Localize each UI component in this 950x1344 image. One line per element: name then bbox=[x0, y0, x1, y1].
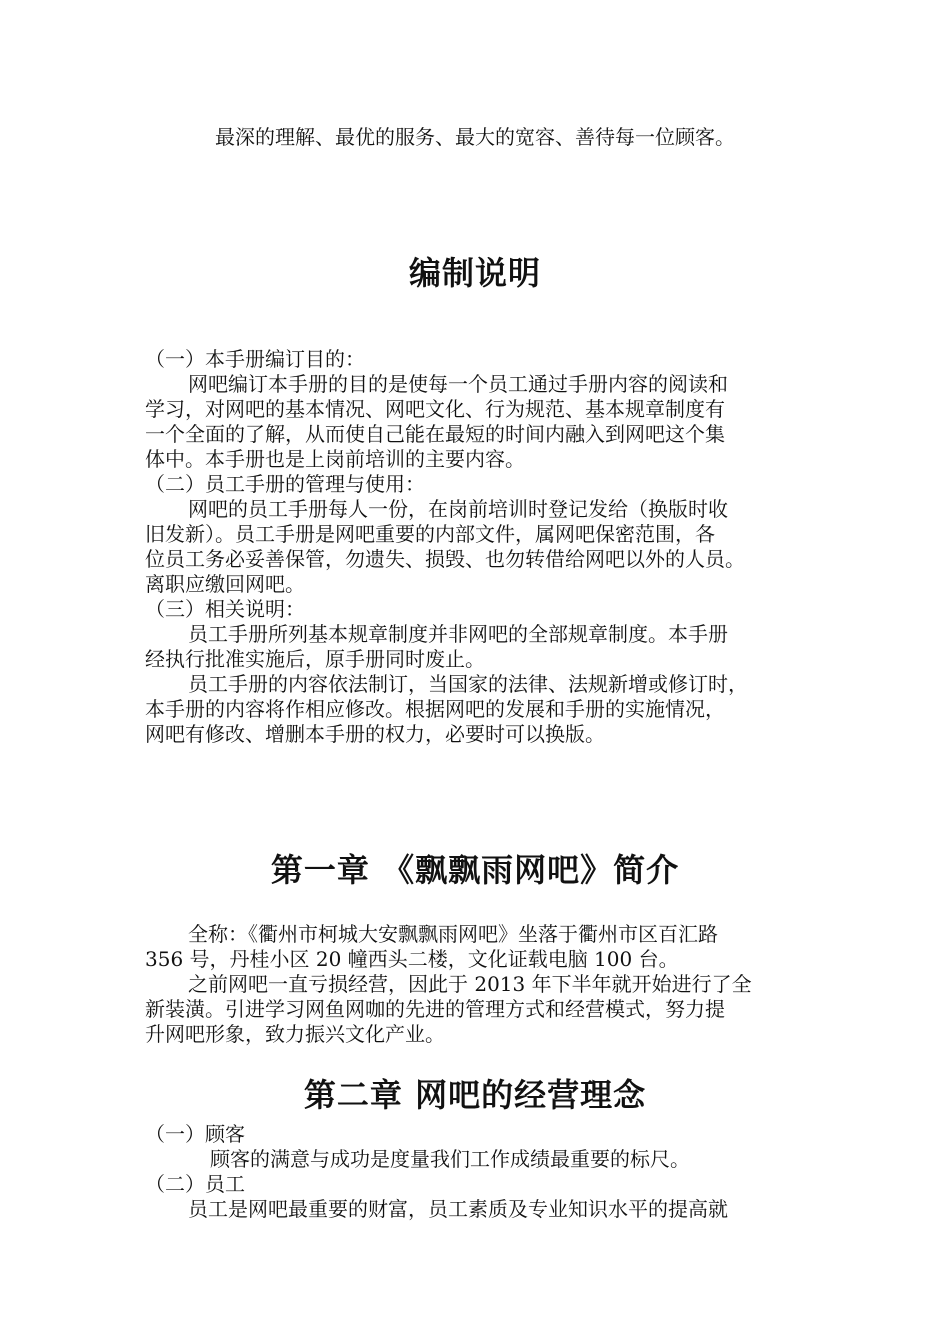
paragraph-line: 位员工务必妥善保管，勿遗失、损毁、也勿转借给网吧以外的人员。 bbox=[145, 547, 745, 571]
section-title-compile: 编制说明 bbox=[408, 254, 541, 292]
chapter-1-title: 第一章 《飘飘雨网吧》简介 bbox=[270, 851, 680, 889]
paragraph-line: 356 号，丹桂小区 20 幢西头二楼，文化证载电脑 100 台。 bbox=[145, 947, 679, 971]
paragraph-line: （一）顾客 bbox=[145, 1122, 245, 1146]
paragraph-line: 旧发新）。员工手册是网吧重要的内部文件，属网吧保密范围，各 bbox=[145, 522, 715, 546]
paragraph-line: 网吧编订本手册的目的是使每一个员工通过手册内容的阅读和 bbox=[188, 372, 728, 396]
paragraph-line: （二）员工手册的管理与使用： bbox=[145, 472, 425, 496]
paragraph-line: 员工是网吧最重要的财富，员工素质及专业知识水平的提高就 bbox=[188, 1197, 728, 1221]
paragraph-line: 本手册的内容将作相应修改。根据网吧的发展和手册的实施情况， bbox=[145, 697, 725, 721]
paragraph-line: 之前网吧一直亏损经营，因此于 2013 年下半年就开始进行了全 bbox=[188, 972, 752, 996]
paragraph-line: （一）本手册编订目的： bbox=[145, 347, 365, 371]
paragraph-line: 顾客的满意与成功是度量我们工作成绩最重要的标尺。 bbox=[210, 1147, 690, 1171]
paragraph-line: 网吧的员工手册每人一份，在岗前培训时登记发给（换版时收 bbox=[188, 497, 728, 521]
intro-line: 最深的理解、最优的服务、最大的宽容、善待每一位顾客。 bbox=[215, 125, 735, 149]
paragraph-line: 体中。本手册也是上岗前培训的主要内容。 bbox=[145, 447, 525, 471]
paragraph-line: （二）员工 bbox=[145, 1172, 245, 1196]
paragraph-line: 员工手册所列基本规章制度并非网吧的全部规章制度。本手册 bbox=[188, 622, 728, 646]
paragraph-line: 员工手册的内容依法制订，当国家的法律、法规新增或修订时， bbox=[188, 672, 748, 696]
paragraph-line: 离职应缴回网吧。 bbox=[145, 572, 305, 596]
paragraph-line: 一个全面的了解，从而使自己能在最短的时间内融入到网吧这个集 bbox=[145, 422, 725, 446]
paragraph-line: 新装潢。引进学习网鱼网咖的先进的管理方式和经营模式，努力提 bbox=[145, 997, 725, 1021]
paragraph-line: 学习，对网吧的基本情况、网吧文化、行为规范、基本规章制度有 bbox=[145, 397, 725, 421]
paragraph-line: 全称：《衢州市柯城大安飘飘雨网吧》坐落于衢州市区百汇路 bbox=[188, 922, 718, 946]
paragraph-line: 经执行批准实施后，原手册同时废止。 bbox=[145, 647, 485, 671]
chapter-2-title: 第二章 网吧的经营理念 bbox=[303, 1076, 647, 1114]
paragraph-line: （三）相关说明： bbox=[145, 597, 305, 621]
paragraph-line: 网吧有修改、增删本手册的权力，必要时可以换版。 bbox=[145, 722, 605, 746]
paragraph-line: 升网吧形象，致力振兴文化产业。 bbox=[145, 1022, 445, 1046]
